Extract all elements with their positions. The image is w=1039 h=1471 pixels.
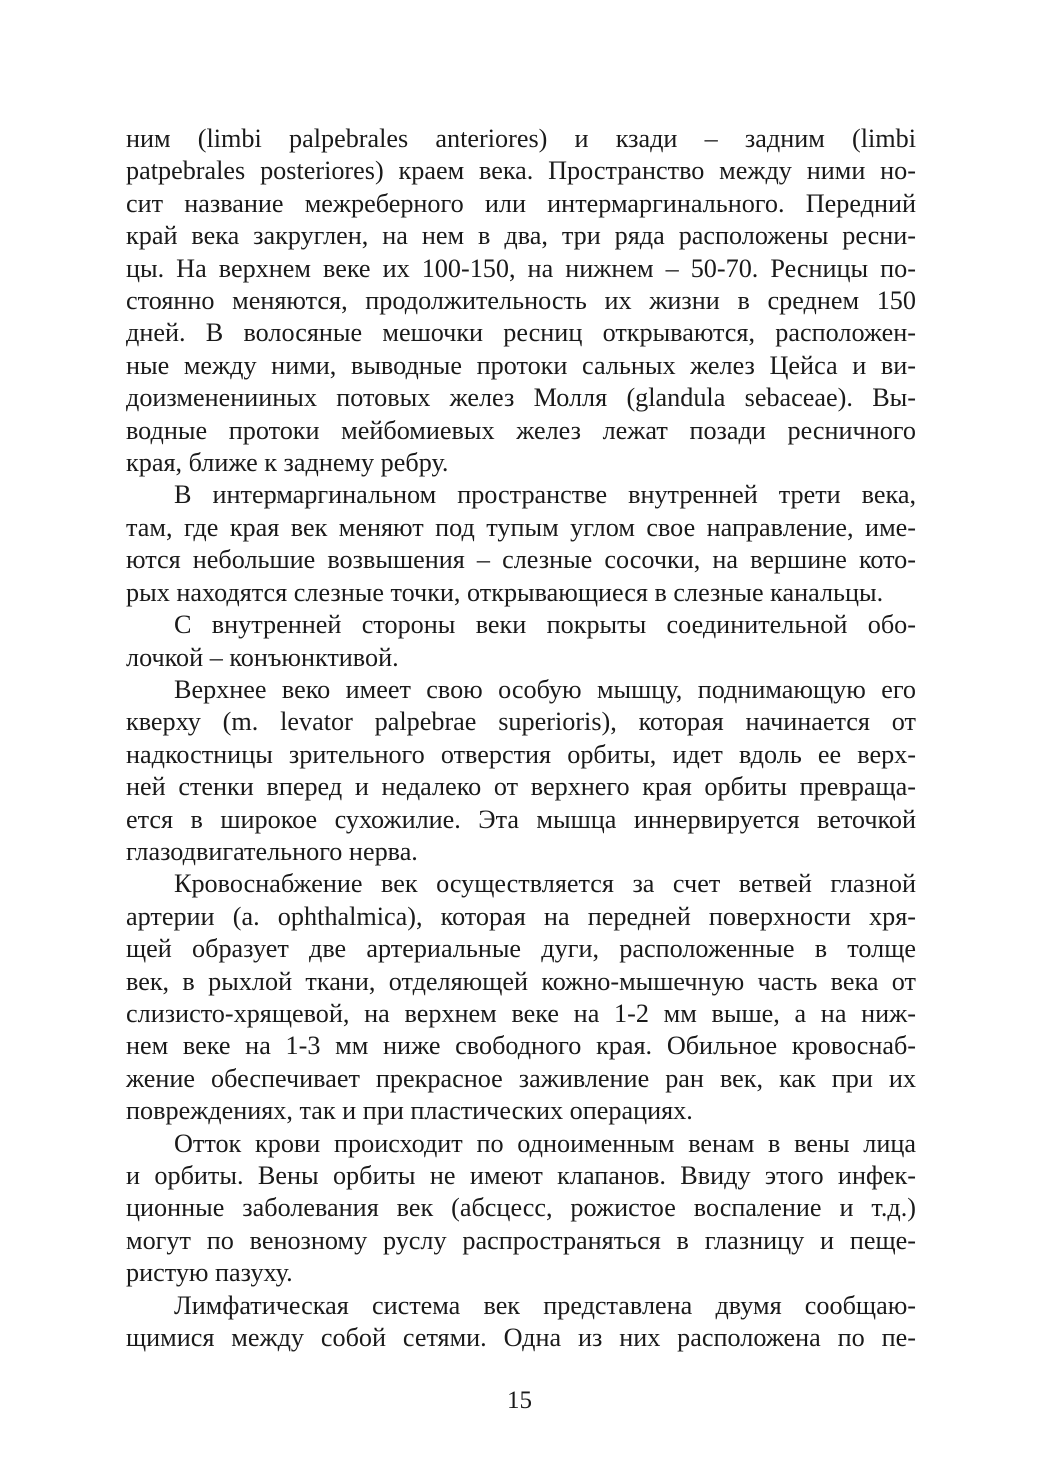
text-line: повреждениях, так и при пластических операциях. bbox=[126, 1096, 693, 1126]
text-line: лочкой – конъюнктивой. bbox=[126, 642, 399, 672]
text-line: С внутренней стороны веки покрыты соединительной обо- bbox=[174, 610, 916, 640]
text-line: дней. В волосяные мешочки ресниц открываются, расположен- bbox=[126, 318, 916, 348]
text-line: ные между ними, выводные протоки сальных желез Цейса и ви- bbox=[126, 350, 916, 380]
text-line: надкостницы зрительного отверстия орбиты, идет вдоль ее верх- bbox=[126, 739, 916, 769]
text-line: сит название межреберного или интермаргинального. Передний bbox=[126, 188, 916, 218]
text-line: и орбиты. Вены орбиты не имеют клапанов. Ввиду этого инфек- bbox=[126, 1161, 916, 1190]
text-line: век, в рыхлой ткани, отделяющей кожно-мышечную часть века от bbox=[126, 966, 916, 996]
text-line: слизисто-хрящевой, на верхнем веке на 1-2 мм выше, а на ниж- bbox=[126, 998, 916, 1028]
text-line: patpebrales posteriores) краем века. Пространство между ними но- bbox=[126, 156, 916, 186]
text-line: Лимфатическая система век представлена двумя сообщаю- bbox=[174, 1290, 916, 1320]
text-line: рых находятся слезные точки, открывающиеся в слезные канальцы. bbox=[126, 577, 884, 607]
text-line: ним (limbi palpebrales anteriores) и кзади – задним (limbi bbox=[126, 124, 916, 153]
text-line: щей образует две артериальные дуги, расположенные в толще bbox=[126, 934, 916, 964]
page-body bbox=[126, 123, 916, 1423]
text-line: жение обеспечивает прекрасное заживление ран век, как при их bbox=[126, 1063, 916, 1093]
text-line: стоянно меняются, продолжительность их жизни в среднем 150 bbox=[126, 286, 916, 316]
text-line: щимися между собой сетями. Одна из них расположена по пе- bbox=[126, 1323, 916, 1353]
text-line: ней стенки вперед и недалеко от верхнего края орбиты превраща- bbox=[126, 772, 916, 802]
text-line: Верхнее веко имеет свою особую мышцу, поднимающую его bbox=[174, 674, 916, 704]
paragraph bbox=[126, 1290, 916, 1355]
text-line: артерии (a. ophthalmica), которая на передней поверхности хря- bbox=[126, 901, 916, 931]
text-line: ются небольшие возвышения – слезные сосочки, на вершине кото- bbox=[126, 545, 916, 575]
text-line: край века закруглен, на нем в два, три ряда расположены ресни- bbox=[126, 221, 916, 251]
text-line: цы. На верхнем веке их 100-150, на нижнем – 50-70. Ресницы по- bbox=[126, 253, 916, 283]
text-line: края, ближе к заднему ребру. bbox=[126, 448, 449, 478]
text-line: доизмененииных потовых желез Молля (glandula sebaceae). Вы- bbox=[126, 383, 916, 413]
paragraph bbox=[126, 1128, 916, 1290]
text-line: могут по венозному руслу распространяться в глазницу и пеще- bbox=[126, 1225, 916, 1255]
text-line: ется в широкое сухожилие. Эта мышца иннервируется веточкой bbox=[126, 804, 916, 834]
text-line: ционные заболевания век (абсцесс, рожистое воспаление и т.д.) bbox=[126, 1193, 916, 1223]
paragraph bbox=[126, 674, 916, 868]
text-line: водные протоки мейбомиевых желез лежат позади ресничного bbox=[126, 415, 916, 445]
text-line: ристую пазуху. bbox=[126, 1258, 293, 1288]
text-line: там, где края век меняют под тупым углом свое направление, име- bbox=[126, 512, 916, 542]
text-line: Кровоснабжение век осуществляется за счет ветвей глазной bbox=[174, 869, 916, 899]
text-line: нем веке на 1-3 мм ниже свободного края. Обильное кровоснаб- bbox=[126, 1031, 916, 1061]
text-line: глазодвигательного нерва. bbox=[126, 836, 418, 866]
text-line: В интермаргинальном пространстве внутренней трети века, bbox=[174, 480, 916, 510]
paragraph bbox=[126, 123, 916, 479]
paragraph bbox=[126, 609, 916, 674]
paragraph bbox=[126, 868, 916, 1127]
text-line: Отток крови происходит по одноименным венам в вены лица bbox=[174, 1128, 916, 1158]
page-number: 15 bbox=[507, 1387, 532, 1414]
paragraph bbox=[126, 479, 916, 609]
text-line: кверху (m. levator palpebrae superioris), которая начинается от bbox=[126, 707, 916, 737]
